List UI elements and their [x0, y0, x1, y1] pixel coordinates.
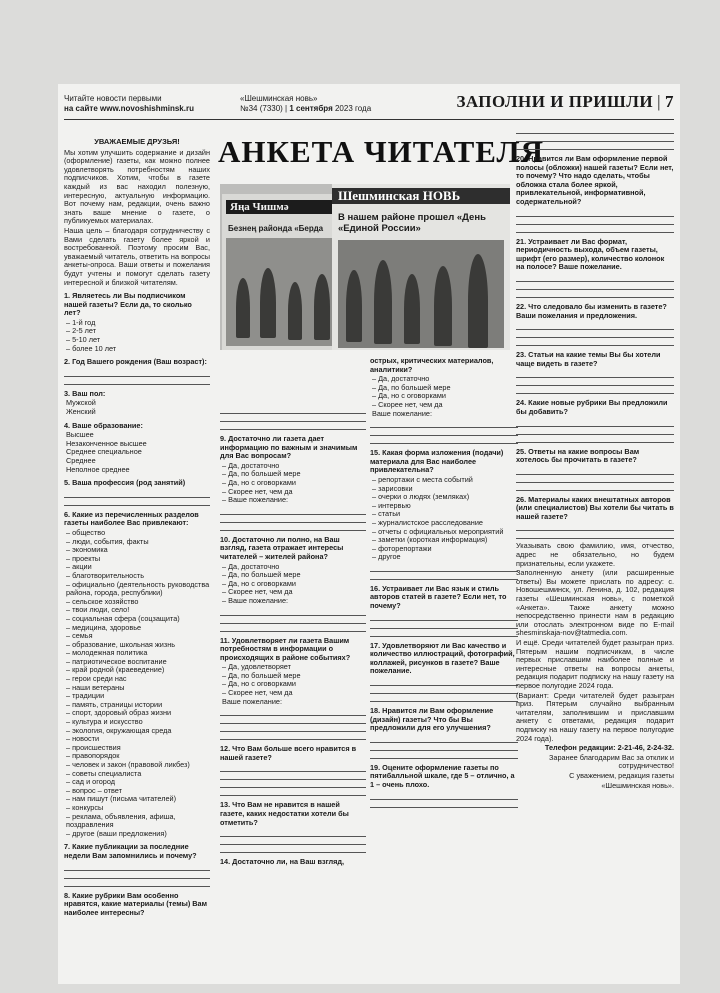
q6-option[interactable]: – молодежная политика [66, 648, 148, 658]
question-19: 19. Оцените оформление газеты по пятибалльной шкале, где 5 – отлично, а 1 – очень плохо. [370, 762, 515, 789]
question-20: 20. Нравится ли Вам оформление первой полосы (обложки) нашей газеты? Если нет, то почему? Что надо сделать, чтобы обложка стала более яркой, привлекательной, информативной, содержательной? [516, 154, 674, 206]
website-link[interactable]: на сайте www.novoshishminsk.ru [64, 104, 194, 113]
issue-info: «Шешминская новь» №34 (7330) | 1 сентября 2023 года [240, 94, 372, 113]
q6-option[interactable]: – правопорядок [66, 751, 120, 761]
q6-option[interactable]: – медицина, здоровье [66, 622, 142, 632]
q14-option[interactable]: – Да, достаточно [372, 374, 430, 384]
q4-option[interactable]: Среднее специальное [66, 447, 142, 457]
q6-option[interactable]: – проекты [66, 553, 101, 563]
closing-paragraph-2: Заполненную анкету (или расширенные ответы) Вы можете прислать по адресу: с. Новошешминск, ул. Ленина, д. 102, редакция газеты «Шешминская новь», с пометкой «Анкета». Также анкету можно непосредственно принести нам в редакцию или отослать электронном виде по E-mail shesminskaja-nov@tatmedia.com. [516, 568, 674, 638]
q11-option[interactable]: – Да, но с оговорками [222, 679, 296, 689]
q15-option[interactable]: – отчеты с официальных мероприятий [372, 526, 504, 536]
answer-lines[interactable] [516, 370, 674, 394]
q6-option[interactable]: – конкурсы [66, 802, 104, 812]
question-11: 11. Удовлетворяет ли газета Вашим потребностям в информации о происходящих в районе событиях? [220, 635, 351, 662]
column-4 [516, 124, 674, 791]
page-title: АНКЕТА ЧИТАТЕЛЯ [218, 134, 545, 169]
q9-option[interactable]: – Да, но с оговорками [222, 477, 296, 487]
q6-option[interactable]: – общество [66, 527, 106, 537]
q15-option[interactable]: – другое [372, 552, 401, 562]
question-8: 8. Какие рубрики Вам особенно нравятся, какие материалы (темы) Вам наиболее интересны? [64, 890, 208, 917]
q9-option[interactable]: – Да, по большей мере [222, 469, 301, 479]
q4-option[interactable]: Среднее [66, 456, 96, 465]
crowd-image [338, 240, 504, 348]
q10-option[interactable]: – Да, но с оговорками [222, 578, 296, 588]
question-17: 17. Удовлетворяют ли Вас качество и количество иллюстраций, фотографий, коллажей, рисунков в газете? Ваше пожелание. [370, 640, 515, 676]
q6-option[interactable]: – память, страницы истории [66, 699, 163, 709]
section-title: ЗАПОЛНИ И ПРИШЛИ | 7 [456, 92, 674, 111]
signature-line-1: С уважением, редакция газеты [569, 770, 674, 780]
q6-option[interactable]: – человек и закон (правовой ликбез) [66, 760, 190, 769]
q9-option[interactable]: – Ваше пожелание: [222, 495, 289, 505]
answer-lines[interactable] [220, 406, 366, 430]
q10-option[interactable]: – Ваше пожелание: [222, 595, 289, 605]
question-9: 9. Достаточно ли газета дает информацию по важным и значимым для Вас вопросам? [220, 434, 358, 461]
q6-option[interactable]: – семья [66, 631, 93, 641]
answer-lines[interactable] [220, 764, 366, 796]
question-24: 24. Какие новые рубрики Вы предложили бы добавить? [516, 398, 668, 416]
closing-paragraph-1: Указывать свою фамилию, имя, отчество, адрес не обязательно, но будем признательны, если укажете. [516, 541, 674, 568]
q6-option[interactable]: – нам пишут (письма читателей) [66, 794, 177, 804]
answer-lines[interactable] [370, 735, 518, 759]
answer-lines[interactable] [370, 613, 518, 637]
answer-lines[interactable] [370, 678, 518, 702]
q14-option[interactable]: – Да, но с оговорками [372, 391, 446, 401]
question-13: 13. Что Вам не нравится в нашей газете, каких недостатки хотели бы отметить? [220, 800, 349, 827]
question-4: 4. Ваше образование: [64, 420, 143, 430]
q1-option[interactable]: – 2-5 лет [66, 326, 97, 336]
q6-option[interactable]: – официально (деятельность руководства района, города, республики) [66, 579, 210, 598]
q6-option[interactable]: – образование, школьная жизнь [66, 639, 176, 649]
q6-option[interactable]: – экономика [66, 545, 108, 555]
q6-option[interactable]: – новости [66, 734, 100, 744]
q15-option[interactable]: – зарисовки [372, 483, 413, 493]
newspapers-photo [220, 184, 510, 350]
q6-option[interactable]: – наши ветераны [66, 682, 125, 692]
answer-lines[interactable] [516, 467, 674, 491]
answer-lines[interactable] [516, 274, 674, 298]
q6-option[interactable]: – благотворительность [66, 570, 144, 580]
q4-option[interactable]: Высшее [66, 430, 94, 440]
closing-paragraph-4: (Вариант: Среди читателей будет разыгран приз. Пятерым случайно выбранным читателям, заполнившим и приславшим анкету с ответами, редакция подарит подписку на нашу газету на первое полугодие 2024 года). [516, 690, 674, 743]
q11-option[interactable]: Ваше пожелание: [222, 696, 282, 706]
q1-option[interactable]: – 1-й год [66, 317, 96, 327]
q11-option[interactable]: – Да, по большей мере [222, 670, 301, 680]
page-number: 7 [665, 92, 674, 111]
answer-lines[interactable] [220, 507, 366, 531]
greeting: УВАЖАЕМЫЕ ДРУЗЬЯ! [94, 137, 180, 146]
question-16: 16. Устраивает ли Вас язык и стиль авторов статей в газете? Если нет, то почему? [370, 583, 507, 611]
answer-lines[interactable] [516, 419, 674, 443]
q14-option[interactable]: Ваше пожелание: [372, 408, 432, 418]
q1-option[interactable]: – более 10 лет [66, 343, 117, 353]
answer-lines[interactable] [370, 420, 518, 444]
issue-year: 2023 года [334, 104, 372, 113]
question-1: 1. Являетесь ли Вы подписчиком нашей газеты? Если да, то сколько лет? [64, 291, 192, 318]
question-26: 26. Материалы каких внештатных авторов (или специалистов) Вы хотели бы читать в нашей газете? [516, 494, 674, 521]
q6-option[interactable]: – советы специалиста [66, 768, 142, 778]
answer-lines[interactable] [64, 369, 210, 385]
q15-option[interactable]: – очерки о людях (земляках) [372, 492, 470, 502]
q6-option[interactable]: – другое (ваши предложения) [66, 828, 167, 838]
q6-option[interactable]: – вопрос – ответ [66, 785, 122, 795]
question-15: 15. Какая форма изложения (подачи) материала для Вас наиболее привлекательна? [370, 448, 504, 475]
q6-option[interactable]: – спорт, здоровый образ жизни [66, 708, 172, 718]
intro-paragraph-2: Наша цель – благодаря сотрудничеству с Вами сделать газету более яркой и востребованной. Поэтому просим Вас, уважаемый читатель, ответить на вопросы анкеты-опроса. Ваши ответы и пожелания будут учтены и помогут сделать газету интересной и близкой читателям. [64, 225, 210, 287]
q9-option[interactable]: – Да, достаточно [222, 460, 280, 470]
column-3 [370, 352, 518, 811]
q9-option[interactable]: – Скорее нет, чем да [222, 486, 293, 496]
phone-numbers: Телефон редакции: 2-21-46, 2-24-32. [544, 743, 674, 753]
paper-name: «Шешминская новь» [240, 94, 318, 103]
answer-lines[interactable] [64, 863, 210, 887]
q4-option[interactable]: Неполное среднее [66, 464, 130, 474]
q14-option[interactable]: – Скорее нет, чем да [372, 399, 443, 409]
q11-option[interactable]: – Скорее нет, чем да [222, 688, 293, 698]
question-2: 2. Год Вашего рождения (Ваш возраст): [64, 357, 207, 367]
q14-option[interactable]: – Да, по большей мере [372, 382, 451, 392]
newspaper-page [58, 84, 680, 984]
question-7: 7. Какие публикации за последние недели Вам запомнились и почему? [64, 842, 197, 860]
question-12: 12. Что Вам больше всего нравится в нашей газете? [220, 744, 357, 762]
q6-option[interactable]: – герои среди нас [66, 674, 127, 684]
answer-lines[interactable] [516, 126, 674, 150]
question-18: 18. Нравится ли Вам оформление (дизайн) газеты? Что бы Вы предложили для его улучшения? [370, 706, 494, 733]
answer-lines[interactable] [370, 564, 518, 580]
q10-option[interactable]: – Да, достаточно [222, 561, 280, 571]
q6-option[interactable]: – реклама, объявления, афиша, поздравления [66, 811, 176, 830]
question-3: 3. Ваш пол: [64, 388, 106, 398]
q15-option[interactable]: – заметки (короткая информация) [372, 535, 488, 545]
q3-option[interactable]: Женский [66, 407, 96, 417]
q6-option[interactable]: – люди, события, факты [66, 536, 149, 546]
question-14: 14. Достаточно ли, на Ваш взгляд, [220, 857, 345, 867]
question-14-continued: острых, критических материалов, аналитики? [370, 356, 494, 374]
q15-option[interactable]: – журналистское расследование [372, 517, 483, 527]
page-header [64, 90, 674, 120]
answer-lines[interactable] [516, 523, 674, 539]
thanks: Заранее благодарим Вас за отклик и сотрудничество! [549, 752, 674, 771]
newspaper-2-masthead: Шешминская НОВЬ [332, 188, 510, 204]
q15-option[interactable]: – репортажи с места событий [372, 474, 473, 484]
answer-lines[interactable] [516, 209, 674, 233]
q6-options-list [64, 529, 210, 838]
q4-option[interactable]: Незаконченное высшее [66, 438, 147, 448]
title-block [218, 134, 545, 174]
q15-option[interactable]: – фоторепортажи [372, 543, 432, 553]
newspaper-1-masthead: Яңа Чишмә [226, 200, 366, 214]
q3-option[interactable]: Мужской [66, 398, 96, 408]
answer-lines[interactable] [370, 792, 518, 808]
q6-option[interactable]: – традиции [66, 691, 105, 701]
website-promo: Читайте новости первыми на сайте www.novoshishminsk.ru [64, 94, 194, 113]
newspaper-2-image [332, 184, 510, 350]
question-6: 6. Какие из перечисленных разделов газеты наиболее Вас привлекают: [64, 509, 199, 528]
q6-option[interactable]: – край родной (краеведение) [66, 665, 165, 675]
q6-option[interactable]: – патриотическое воспитание [66, 656, 167, 666]
q15-options-list [370, 476, 518, 562]
q10-option[interactable]: – Скорее нет, чем да [222, 587, 293, 597]
q6-option[interactable]: – сад и огород [66, 777, 116, 787]
signature-line-2: «Шешминская новь». [601, 780, 674, 790]
q11-option[interactable]: – Да, удовлетворяет [222, 662, 291, 672]
issue-date: 1 сентября [289, 104, 333, 113]
newspaper-1-headline: Безнең районда «Берда [228, 224, 324, 233]
answer-lines[interactable] [220, 708, 366, 740]
column-2 [220, 404, 366, 868]
question-22: 22. Что следовало бы изменить в газете? Ваши пожелания и предложения. [516, 301, 667, 320]
question-10: 10. Достаточно ли полно, на Ваш взгляд, газета отражает интересы читателей – жителей района? [220, 534, 344, 561]
q6-option[interactable]: – твои люди, село! [66, 605, 130, 615]
newspaper-2-headline: В нашем районе прошел «День «Единой России» [338, 212, 486, 234]
closing-paragraph-3: И ещё. Среди читателей будет разыгран приз. Пятерым нашим подписчикам, в числе первых приславшим наиболее полные и интересные ответы на вопросы анкеты, редакция подарит подписку на нашу газету на первое полугодие 2024 года. [516, 638, 674, 690]
q6-option[interactable]: – сельское хозяйство [66, 596, 139, 606]
q6-option[interactable]: – культура и искусство [66, 717, 143, 727]
issue-number: №34 (7330) [240, 104, 283, 113]
answer-lines[interactable] [64, 490, 210, 506]
q1-option[interactable]: – 5-10 лет [66, 335, 101, 345]
question-5: 5. Ваша профессия (род занятий) [64, 478, 186, 488]
answer-lines[interactable] [220, 829, 366, 853]
intro-paragraph-1: Мы хотим улучшить содержание и дизайн (оформление) газеты, как можно полнее удовлетворять потребностям наших подписчиков. Хотим, чтобы в газете каждый из вас находил полезную, интересную, актуальную информацию. Вот почему нам, редакции, очень важно знать ваше мнение о газете, о публикуемых материалах. [64, 147, 210, 226]
column-1 [64, 138, 210, 918]
question-21: 21. Устраивает ли Вас формат, периодичность выхода, объем газеты, шрифт (его размер), количество колонок на полосе? Ваше пожелание. [516, 236, 665, 272]
q6-option[interactable]: – происшествия [66, 742, 121, 752]
answer-lines[interactable] [516, 322, 674, 346]
q6-option[interactable]: – акции [66, 562, 92, 572]
answer-lines[interactable] [220, 608, 366, 632]
question-25: 25. Ответы на какие вопросы Вам хотелось бы прочитать в газете? [516, 446, 640, 465]
question-23: 23. Статьи на какие темы Вы бы хотели чаще видеть в газете? [516, 350, 661, 368]
q6-option[interactable]: – социальная сфера (соцзащита) [66, 613, 180, 623]
q15-option[interactable]: – интервью [372, 500, 411, 510]
q10-option[interactable]: – Да, по большей мере [222, 570, 301, 580]
q15-option[interactable]: – статьи [372, 509, 401, 519]
q6-option[interactable]: – экология, окружающая среда [66, 725, 172, 735]
